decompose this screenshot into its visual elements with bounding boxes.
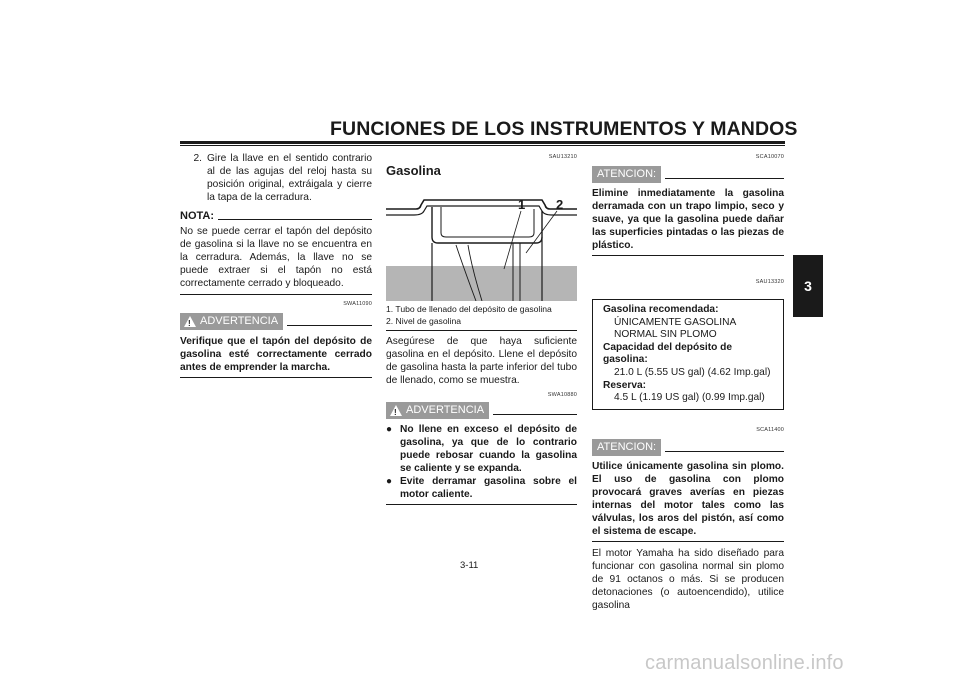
warning-label-2: ADVERTENCIA	[406, 404, 485, 416]
step-number: 2.	[193, 153, 202, 164]
figure-label-2: 2	[556, 197, 564, 212]
attention-end-rule-2	[592, 541, 784, 542]
figure-label-1: 1	[518, 197, 526, 212]
attention-badge-1: ATENCION:	[592, 166, 661, 183]
warning-triangle-icon	[184, 316, 196, 327]
middle-column-top	[386, 151, 577, 177]
spec-capacity-value: 21.0 L (5.55 US gal) (4.62 Imp.gal)	[614, 366, 771, 378]
warning-bullet-text-1: No llene en exceso el depósito de gasolina, ya que de lo contrario puede rebosar cuando la gasolina se caliente y se expanda.	[400, 424, 577, 474]
nota-heading	[180, 210, 372, 223]
figure-caption-2: 2. Nivel de gasolina	[386, 316, 462, 326]
bullet-dot-icon: ●	[386, 424, 393, 435]
bullet-dot-icon: ●	[386, 476, 393, 487]
spec-recommended-label: Gasolina recomendada:	[603, 304, 719, 315]
spec-recommended-value: ÚNICAMENTE GASOLINA NORMAL SIN PLOMO	[614, 316, 736, 341]
warning-triangle-icon-2	[390, 405, 402, 416]
warning-end-rule-2	[386, 504, 577, 505]
spec-code: SAU13320	[755, 279, 784, 285]
right-column	[592, 151, 784, 612]
fuel-spec-box	[592, 299, 784, 410]
warning-rule-2	[493, 414, 577, 415]
step-text: Gire la llave en el sentido contrario al de las agujas del reloj hasta su posición original, extráigala y cierre la tapa de la cerradura.	[207, 153, 372, 203]
warning-heading	[180, 313, 372, 330]
warning-text: Verifique que el tapón del depósito de gasolina esté correctamente cerrado antes de emprender la marcha.	[180, 336, 372, 373]
warning-badge-2	[386, 402, 489, 419]
header-rule	[180, 141, 785, 144]
spec-reserve-label: Reserva:	[603, 379, 647, 391]
nota-text: No se puede cerrar el tapón del depósito de gasolina si la llave no se encuentra en la cerradura. Además, la llave no se puede extraer si el tapón no está correctamente cerrado y bloqueado.	[180, 226, 372, 289]
spec-reserve-value: 4.5 L (1.19 US gal) (0.99 Imp.gal)	[614, 392, 765, 404]
figure-caption-1: 1. Tubo de llenado del depósito de gasolina	[386, 304, 552, 314]
warning-bullet-text-2: Evite derramar gasolina sobre el motor caliente.	[400, 476, 577, 500]
page-header-title: FUNCIONES DE LOS INSTRUMENTOS Y MANDOS	[330, 118, 798, 140]
attention-text-2: Utilice únicamente gasolina sin plomo. El uso de gasolina con plomo provocará graves averías en piezas internas del motor tales como las válvulas, los aros del pistón, así como el sistema de escape.	[592, 460, 784, 537]
nota-rule	[218, 219, 372, 220]
warning-code: SWA11090	[343, 301, 372, 307]
engine-body-text: El motor Yamaha ha sido diseñado para funcionar con gasolina normal sin plomo de 91 octanos o más. Si se producen detonaciones (o autoencendido), utilice gasolina	[592, 547, 784, 611]
attention-end-rule-1	[592, 255, 784, 256]
warning-bullet	[386, 423, 577, 475]
step-item	[180, 152, 372, 204]
warning-heading-2	[386, 402, 577, 419]
warning-label: ADVERTENCIA	[200, 315, 279, 327]
watermark: carmanualsonline.info	[645, 652, 844, 674]
attention-rule-1	[665, 178, 784, 179]
chapter-tab: 3	[793, 255, 823, 317]
nota-label: NOTA:	[180, 210, 215, 222]
middle-column-bottom	[386, 303, 577, 505]
fuel-tank-figure	[386, 197, 577, 301]
attention-badge-2: ATENCION:	[592, 439, 661, 456]
warning-rule	[287, 325, 372, 326]
attention-rule-2	[665, 451, 784, 452]
section-title: Gasolina	[386, 163, 441, 178]
warning-badge	[180, 313, 283, 330]
fuel-level-fill	[386, 266, 577, 301]
section-code: SAU13210	[548, 154, 577, 160]
left-column	[180, 152, 372, 378]
nota-end-rule	[180, 294, 372, 295]
attention-heading-1	[592, 166, 784, 183]
caption-rule	[386, 330, 577, 331]
warning-code-2: SWA10880	[547, 392, 577, 398]
warning-end-rule	[180, 377, 372, 378]
spec-capacity-label: Capacidad del depósito de gasolina:	[603, 341, 733, 366]
fuel-body-text: Asegúrese de que haya suficiente gasolina en el depósito. Llene el depósito de gasolina hasta la parte inferior del tubo de llenado, como se muestra.	[386, 336, 577, 386]
header-rule-thin	[180, 145, 785, 146]
attention-heading-2	[592, 439, 784, 456]
attention-code-2: SCA11400	[756, 426, 784, 433]
attention-text-1: Elimine inmediatamente la gasolina derramada con un trapo limpio, seco y suave, ya que la gasolina puede dañar las superficies pintadas o las piezas de plástico.	[592, 188, 784, 251]
warning-bullet	[386, 475, 577, 501]
page-number: 3-11	[460, 560, 479, 571]
attention-code-1: SCA10070	[755, 154, 784, 160]
